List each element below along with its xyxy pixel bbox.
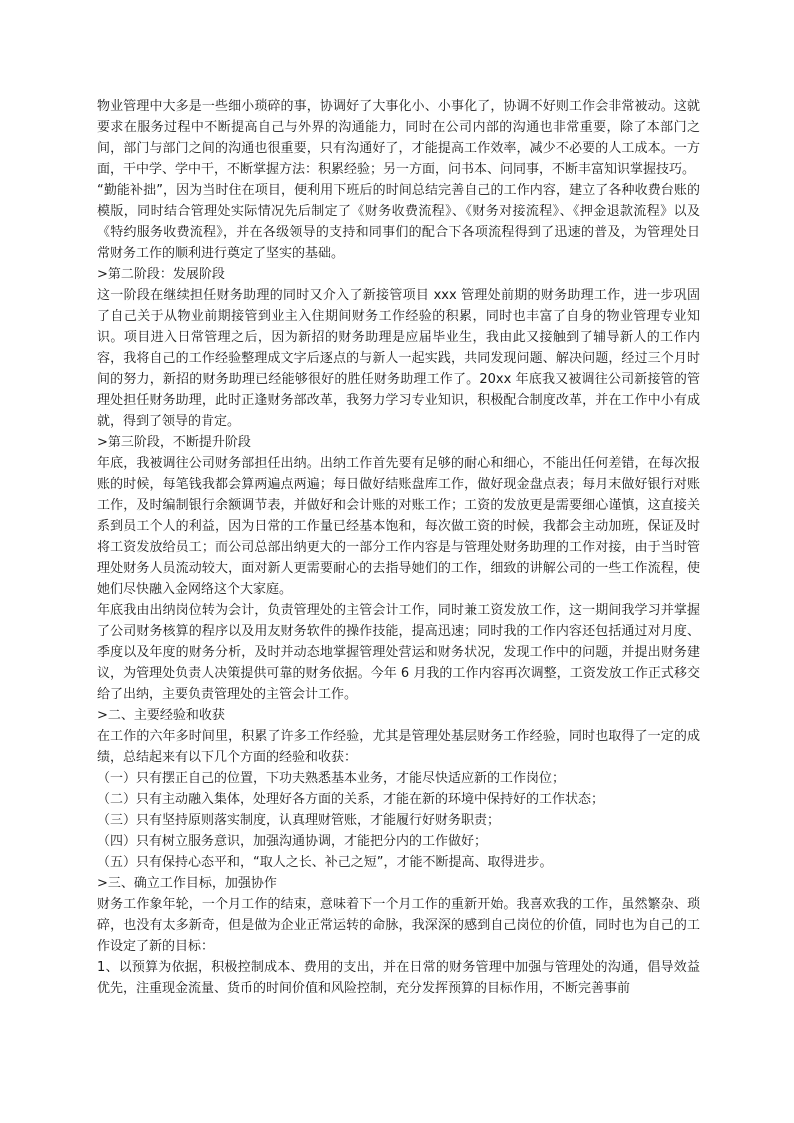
heading-stage-three: >第三阶段，不断提升阶段 xyxy=(97,435,251,450)
paragraph-experience-intro: 在工作的六年多时间里，积累了许多工作经验，尤其是管理处基层财务工作经验，同时也取得了一定的成绩，总结起来有以下几个方面的经验和收获： xyxy=(97,729,700,765)
list-item: （二）只有主动融入集体，处理好各方面的关系，才能在新的环境中保持好的工作状态； xyxy=(97,792,605,807)
paragraph-communication: 物业管理中大多是一些细小琐碎的事，协调好了大事化小、小事化了，协调不好则工作会非常被动。这就要求在服务过程中不断提高自己与外界的沟通能力，同时在公司内部的沟通也非常重要，除了本部门之间，部门与部门之间的沟通也很重要，只有沟通好了，才能提高工作效率，减少不必要的人工成本。一方面，干中学、学中干，不断掌握方法：积累经验；另一方面，问书本、问同事，不断丰富知识掌握技巧。 xyxy=(97,99,700,177)
paragraph-accountant: 年底我由出纳岗位转为会计，负责管理处的主管会计工作，同时兼工资发放工作，这一期间我学习并掌握了公司财务核算的程序以及用友财务软件的操作技能，提高迅速；同时我的工作内容还包括通过对月度、季度以及年度的财务分析，及时并动态地掌握管理处营运和财务状况，发现工作中的问题，并提出财务建议，为管理处负责人决策提供可靠的财务依据。今年 6 月我的工作内容再次调整，工资发放工作正式移交给了出纳，主要负责管理处的主管会计工作。 xyxy=(97,603,700,702)
paragraph-goal-one: 1、以预算为依据，积极控制成本、费用的支出，并在日常的财务管理中加强与管理处的沟通，倡导效益优先，注重现金流量、货币的时间价值和风险控制，充分发挥预算的目标作用，不断完善事前 xyxy=(97,960,700,996)
paragraph-diligence: “勤能补拙”，因为当时住在项目，便利用下班后的时间总结完善自己的工作内容，建立了各种收费台账的模版，同时结合管理处实际情况先后制定了《财务收费流程》、《财务对接流程》、《押金退款流程》以及《特约服务收费流程》，并在各级领导的支持和同事们的配合下各项流程得到了迅速的普及，为管理处日常财务工作的顺利进行奠定了坚实的基础。 xyxy=(97,183,700,261)
paragraph-stage-two: 这一阶段在继续担任财务助理的同时又介入了新接管项目 xxx 管理处前期的财务助理工作，进一步巩固了自己关于从物业前期接管到业主入住期间财务工作经验的积累，同时也丰富了自身的物业管理专业知识。项目进入日常管理之后，因为新招的财务助理是应届毕业生，我由此又接触到了辅导新人的工作内容，我将自己的工作经验整理成文字后逐点的与新人一起实践，共同发现问题、解决问题，经过三个月时间的努力，新招的财务助理已经能够很好的胜任财务助理工作了。20xx 年底我又被调往公司新接管的管理处担任财务助理，此时正逢财务部改革，我努力学习专业知识，积极配合制度改革，并在工作中小有成就，得到了领导的肯定。 xyxy=(97,288,700,429)
list-item: （五）只有保持心态平和，“取人之长、补己之短”，才能不断提高、取得进步。 xyxy=(97,855,553,870)
paragraph-cashier: 年底，我被调往公司财务部担任出纳。出纳工作首先要有足够的耐心和细心，不能出任何差错，在每次报账的时候，每笔钱我都会算两遍点两遍；每日做好结账盘库工作，做好现金盘点表；每月末做好银行对账工作，及时编制银行余额调节表，并做好和会计账的对账工作；工资的发放更是需要细心谨慎，这直接关系到员工个人的利益，因为日常的工作量已经基本饱和，每次做工资的时候，我都会主动加班，保证及时将工资发放给员工；而公司总部出纳更大的一部分工作内容是与管理处财务助理的工作对接，由于当时管理处财务人员流动较大，面对新人更需要耐心的去指导她们的工作，细致的讲解公司的一些工作流程，使她们尽快融入金网络这个大家庭。 xyxy=(97,456,700,597)
list-item: （一）只有摆正自己的位置，下功夫熟悉基本业务，才能尽快适应新的工作岗位； xyxy=(97,771,566,786)
paragraph-goals-intro: 财务工作象年轮，一个月工作的结束，意味着下一个月工作的重新开始。我喜欢我的工作，虽然繁杂、琐碎，也没有太多新奇，但是做为企业正常运转的命脉，我深深的感到自己岗位的价值，同时也为自己的工作设定了新的目标： xyxy=(97,897,700,954)
heading-goals: >三、确立工作目标，加强协作 xyxy=(97,876,277,891)
heading-experience: >二、主要经验和收获 xyxy=(97,708,225,723)
document-page xyxy=(97,96,700,999)
list-item: （四）只有树立服务意识，加强沟通协调，才能把分内的工作做好； xyxy=(97,834,488,849)
list-item: （三）只有坚持原则落实制度，认真理财管账，才能履行好财务职责； xyxy=(97,813,501,828)
heading-stage-two: >第二阶段：发展阶段 xyxy=(97,267,225,282)
